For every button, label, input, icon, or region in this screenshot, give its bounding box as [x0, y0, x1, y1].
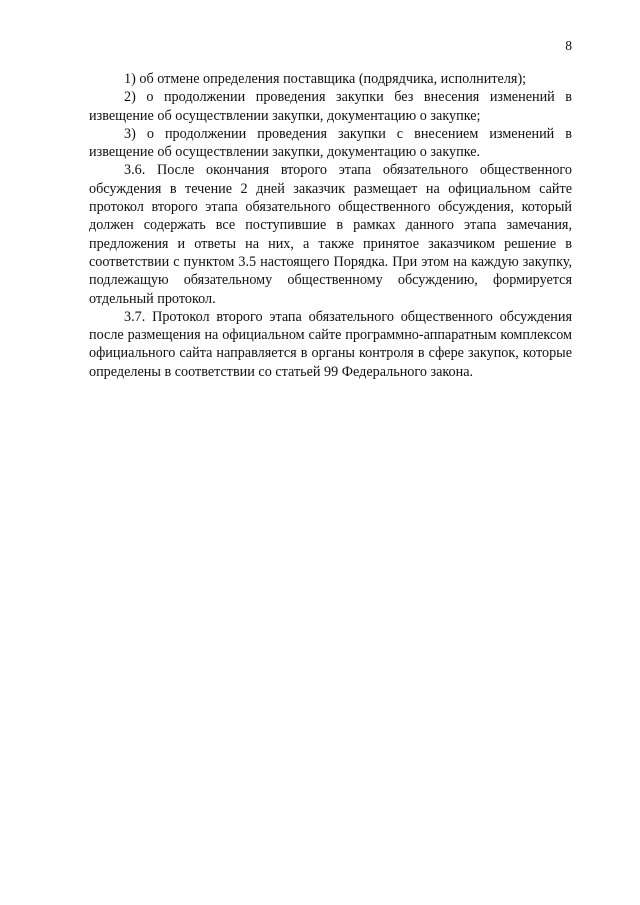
paragraph-section-3-6: 3.6. После окончания второго этапа обязательного общественного обсуждения в течение 2 дней заказчик размещает на официальном сайте протокол второго этапа обязательного общественного обсуждения, который должен содержать все поступившие в рамках данного этапа замечания, предложения и ответы на них, а также принятое заказчиком решение в соответствии с пунктом 3.5 настоящего Порядка. При этом на каждую закупку, подлежащую обязательному общественному обсуждению, формируется отдельный протокол.: [89, 162, 572, 307]
document-body: [89, 70, 572, 381]
paragraph-section-3-7: 3.7. Протокол второго этапа обязательного общественного обсуждения после размещения на официальном сайте программно-аппаратным комплексом официального сайта направляется в органы контроля в сфере закупок, которые определены в соответствии со статьей 99 Федерального закона.: [89, 308, 572, 380]
page-number: 8: [565, 38, 572, 53]
paragraph-option-1: 1) об отмене определения поставщика (подрядчика, исполнителя);: [124, 71, 527, 87]
paragraph-option-2: 2) о продолжении проведения закупки без внесения изменений в извещение об осуществлении закупки, документацию о закупке;: [89, 89, 572, 124]
paragraph-option-3: 3) о продолжении проведения закупки с внесением изменений в извещение об осуществлении закупки, документацию о закупке.: [89, 125, 572, 161]
